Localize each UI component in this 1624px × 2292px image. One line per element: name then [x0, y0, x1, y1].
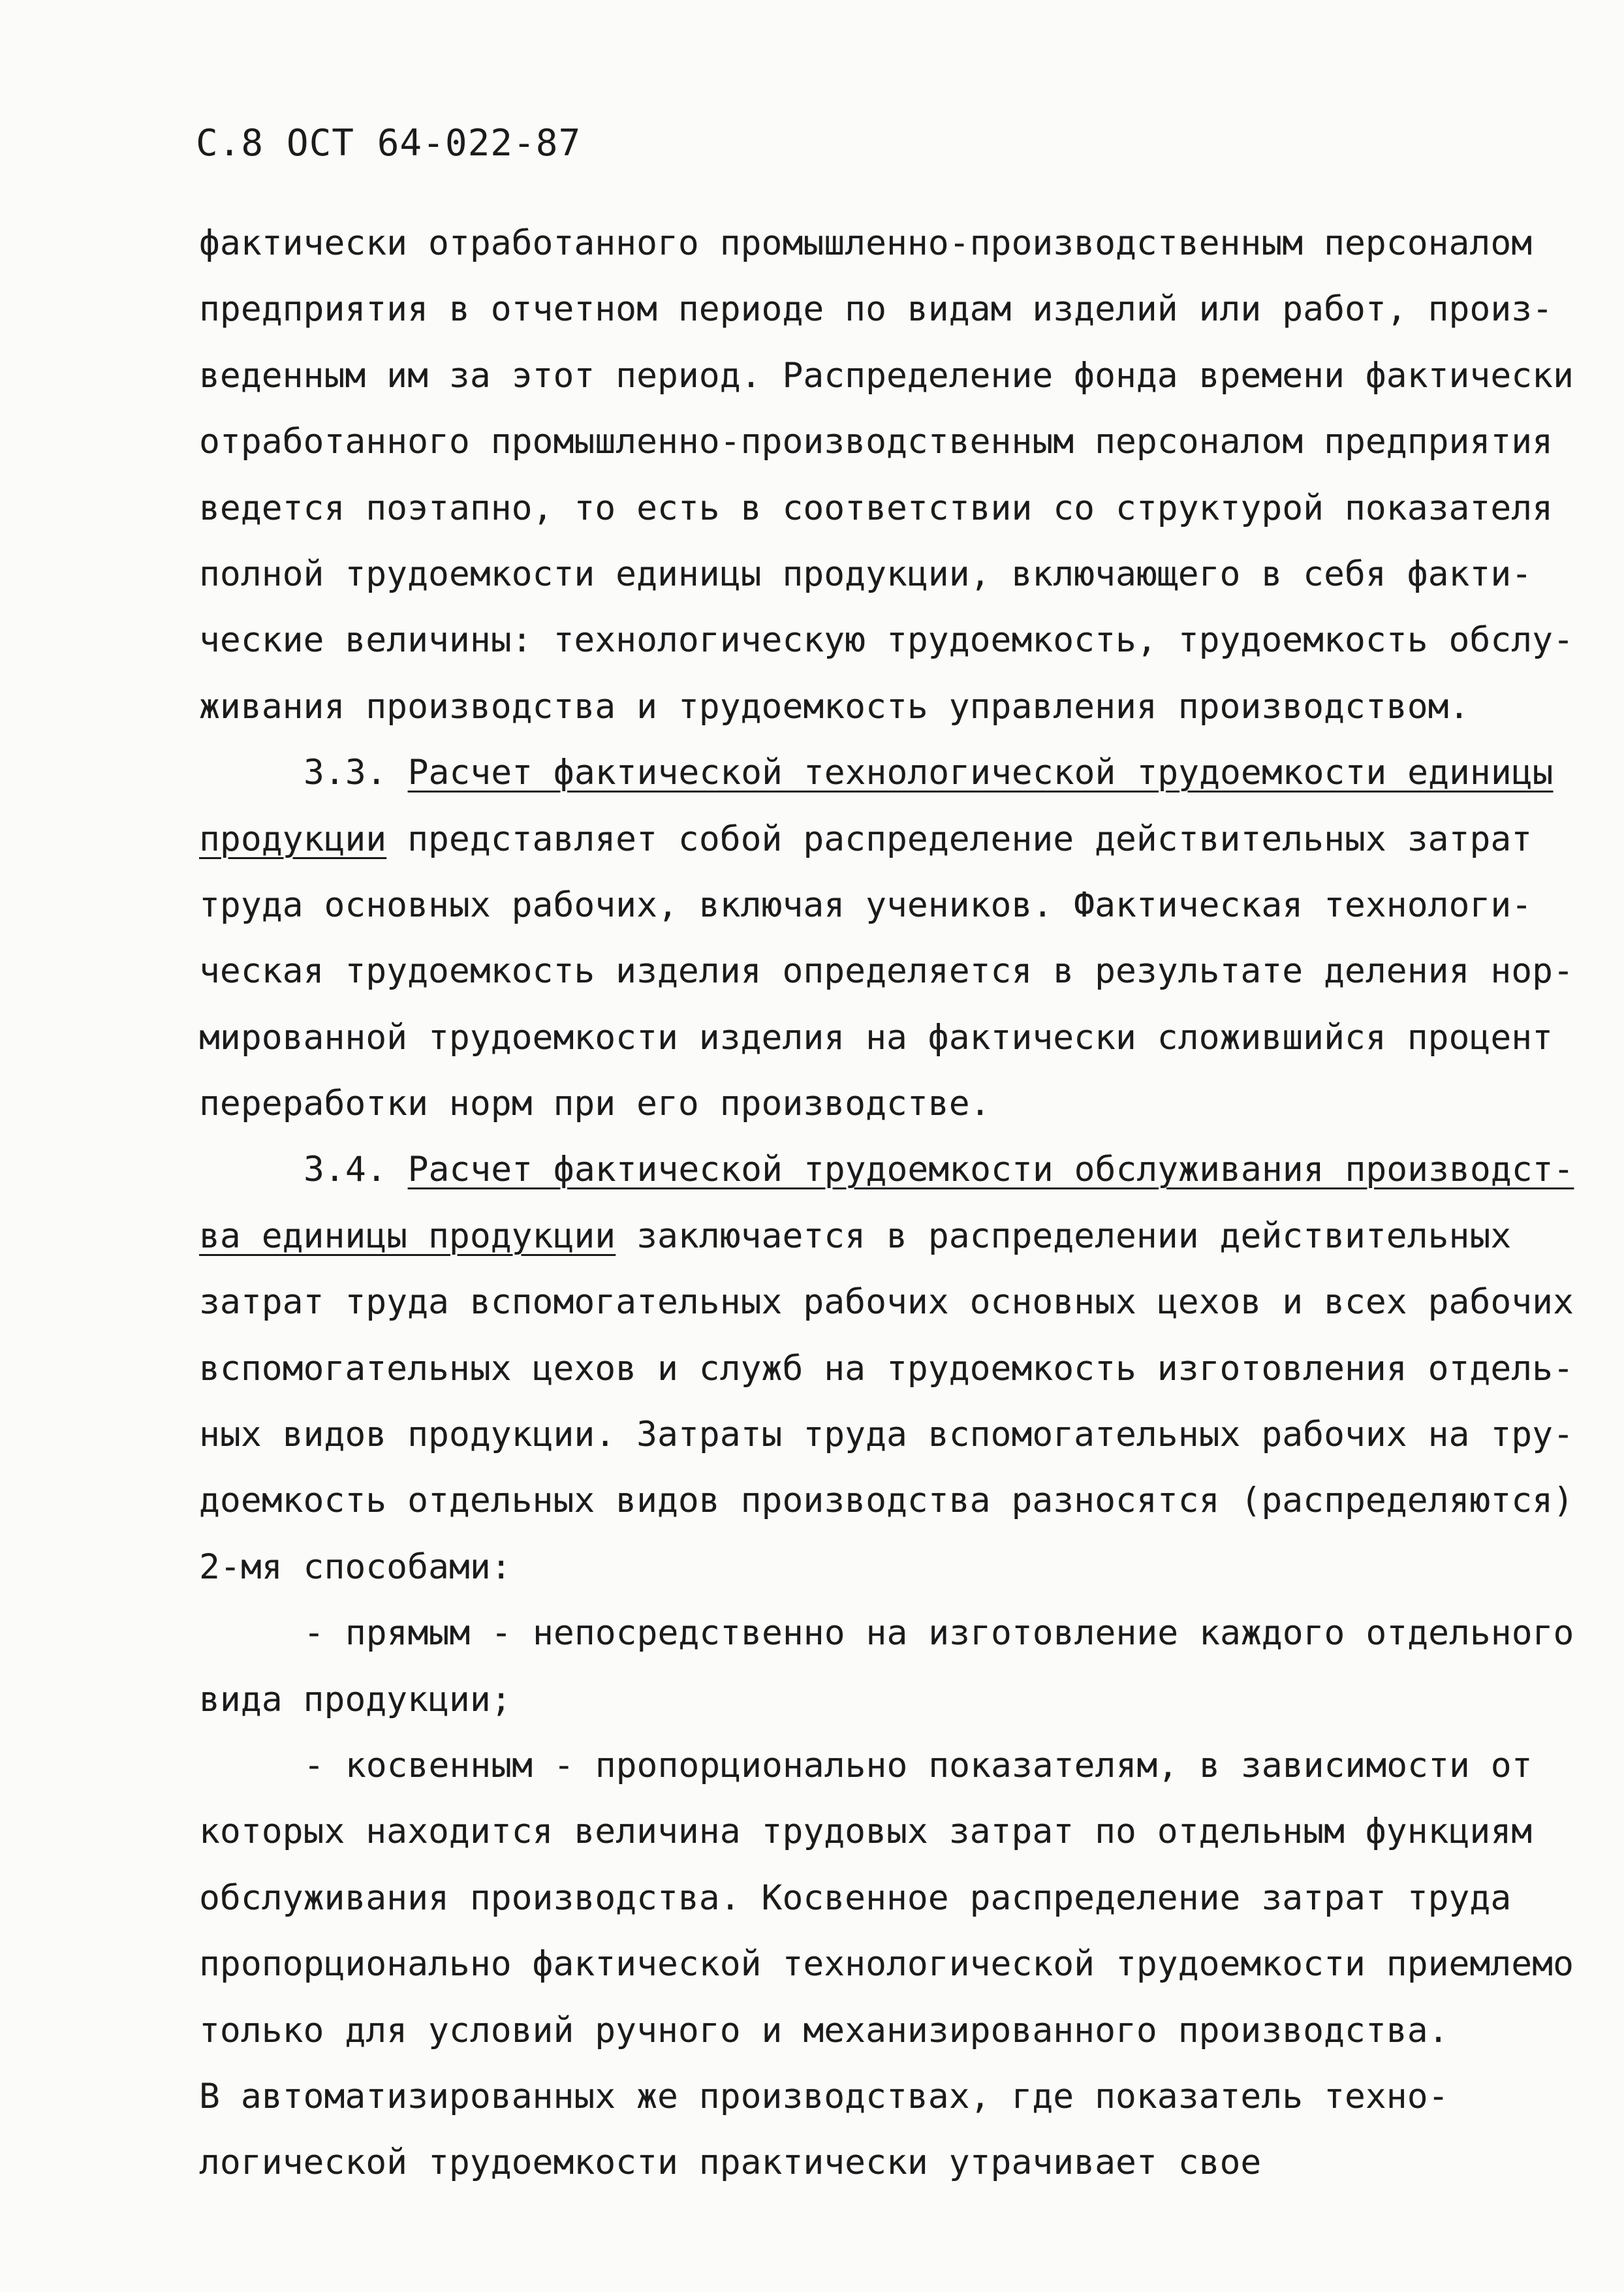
text-line: фактически отработанного промышленно-производственным персоналом — [199, 223, 1533, 263]
section-3-3 — [199, 740, 1574, 1137]
section-heading-line — [199, 740, 1554, 806]
text-line: - косвенным - пропорционально показателям, в зависимости от — [304, 1745, 1533, 1785]
text-line: доемкость отдельных видов производства разносятся (распределяются) — [199, 1481, 1574, 1521]
text-line: ведется поэтапно, то есть в соответствии со структурой показателя — [199, 488, 1554, 528]
text-line: В автоматизированных же производствах, где показатель техно- — [199, 2076, 1449, 2116]
text-line: вида продукции; — [199, 1679, 512, 1719]
list-item-indirect — [199, 1733, 1574, 2196]
section-title-continued: ва единицы продукции — [199, 1216, 616, 1256]
body-text — [199, 210, 1574, 2196]
intro-paragraph — [199, 210, 1574, 740]
text-line: ческие величины: технологическую трудоемкость, трудоемкость обслу- — [199, 620, 1574, 661]
text-line: ных видов продукции. Затраты труда вспомогательных рабочих на тру- — [199, 1415, 1574, 1455]
list-item-direct — [199, 1600, 1574, 1733]
section-3-4 — [199, 1137, 1574, 1600]
text-line: которых находится величина трудовых затрат по отдельным функциям — [199, 1812, 1533, 1852]
section-title: Расчет фактической технологической трудоемкости единицы — [407, 753, 1554, 793]
section-title-continued: продукции — [199, 819, 387, 859]
text-line — [199, 806, 1544, 872]
section-number: 3.3. — [304, 753, 387, 793]
text-line: полной трудоемкости единицы продукции, включающего в себя факти- — [199, 554, 1533, 594]
text-line: труда основных рабочих, включая учеников. Фактическая технологи- — [199, 885, 1533, 925]
text-line: 2-мя способами: — [199, 1546, 512, 1587]
section-heading-line — [199, 1137, 1574, 1202]
page-header: С.8 ОСТ 64-022-87 — [196, 122, 582, 165]
text-line: логической трудоемкости практически утрачивает свое — [199, 2143, 1262, 2183]
text-line: ческая трудоемкость изделия определяется в результате деления нор- — [199, 951, 1574, 992]
text-line: отработанного промышленно-производственным персоналом предприятия — [199, 422, 1554, 462]
text-line — [199, 1203, 1544, 1269]
text-line: затрат труда вспомогательных рабочих основных цехов и всех рабочих — [199, 1282, 1574, 1323]
text-line: обслуживания производства. Косвенное распределение затрат труда — [199, 1877, 1512, 1918]
section-title: Расчет фактической трудоемкости обслуживания производст- — [407, 1150, 1574, 1190]
text-line: вспомогательных цехов и служб на трудоемкость изготовления отдель- — [199, 1348, 1574, 1389]
section-number: 3.4. — [304, 1150, 387, 1190]
text-line: переработки норм при его производстве. — [199, 1084, 991, 1124]
text-line: только для условий ручного и механизированного производства. — [199, 2010, 1449, 2050]
text-line: веденным им за этот период. Распределение фонда времени фактически — [199, 355, 1574, 396]
text-fragment: представляет собой распределение действительных затрат — [386, 819, 1533, 859]
text-fragment: заключается в распределении действительных — [616, 1216, 1512, 1256]
text-line: живания производства и трудоемкость управления производством. — [199, 686, 1470, 727]
text-line: предприятия в отчетном периоде по видам изделий или работ, произ- — [199, 289, 1554, 330]
text-line: - прямым - непосредственно на изготовление каждого отдельного — [304, 1613, 1574, 1654]
text-line: пропорционально фактической технологической трудоемкости приемлемо — [199, 1944, 1574, 1985]
text-line: мированной трудоемкости изделия на фактически сложившийся процент — [199, 1017, 1554, 1058]
